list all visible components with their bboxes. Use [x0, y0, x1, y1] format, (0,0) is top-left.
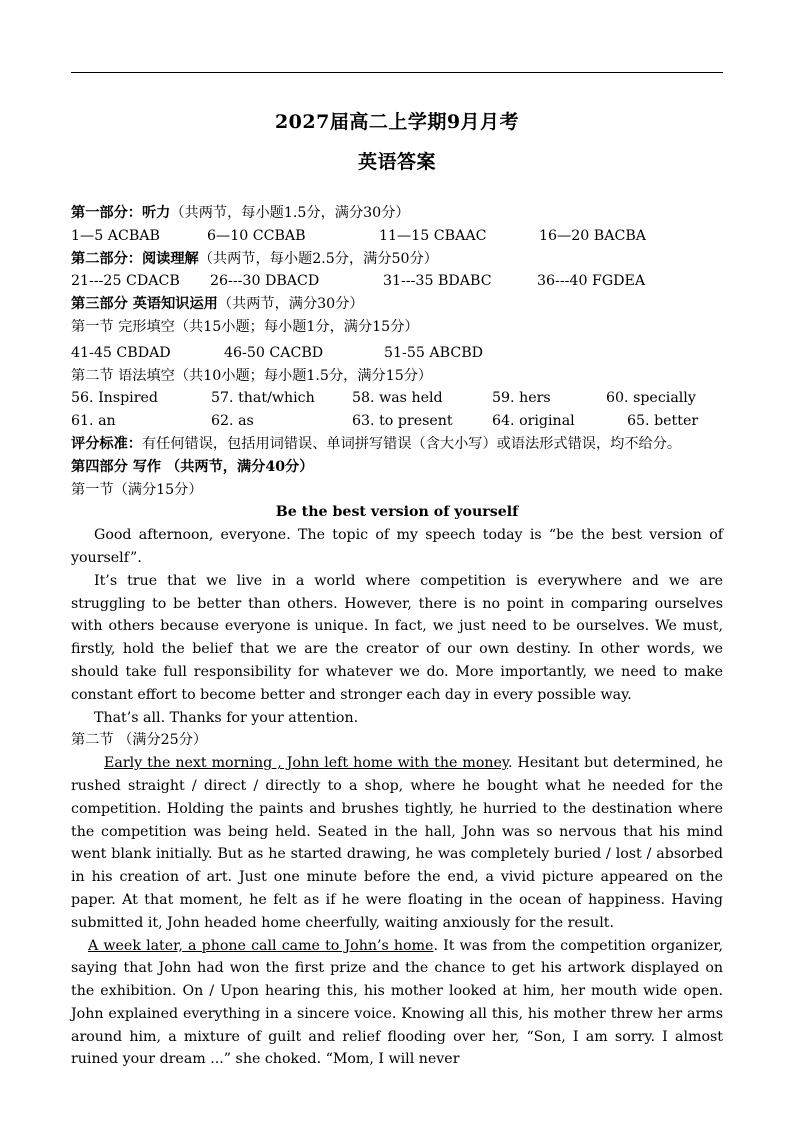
criteria-label: 评分标准：	[71, 435, 142, 452]
story-paragraph	[71, 935, 723, 1072]
grammar-answer: 64. original	[492, 413, 575, 430]
grammar-answer: 56. Inspired	[71, 390, 158, 407]
essay-paragraph: That’s all. Thanks for your attention.	[94, 709, 359, 726]
part2-heading: 第二部分：阅读理解	[71, 250, 199, 267]
part1-heading-line	[71, 202, 723, 225]
answer-group: 16—20 BACBA	[539, 227, 647, 244]
part3-section1-answers	[71, 342, 723, 365]
answer-group: 31---35 BDABC	[383, 273, 492, 290]
page-subtitle: 英语答案	[357, 151, 436, 173]
header-rule	[71, 72, 723, 73]
answer-key	[71, 202, 723, 1071]
grammar-answers-row-2	[71, 410, 723, 433]
part3-heading-line	[71, 293, 723, 316]
part2-note: （共两节，每小题2.5分，满分50分）	[198, 250, 438, 267]
part1-answers	[71, 225, 723, 248]
part3-section2-heading: 第二节 语法填空（共10小题；每小题1.5分，满分15分）	[71, 367, 433, 384]
part4-section2-heading: 第二节 （满分25分）	[71, 732, 208, 749]
scoring-criteria	[71, 433, 723, 456]
answer-group: 1—5 ACBAB	[71, 227, 160, 244]
criteria-text: 有任何错误，包括用词错误、单词拼写错误（含大小写）或语法形式错误，均不给分。	[141, 435, 682, 452]
grammar-answer: 59. hers	[492, 390, 551, 407]
essay-paragraph: Good afternoon, everyone. The topic of my speech today is “be the best version of yourself”.	[71, 527, 723, 566]
answer-group: 46-50 CACBD	[224, 344, 324, 361]
answer-group: 21---25 CDACB	[71, 273, 180, 290]
grammar-answer: 61. an	[71, 413, 116, 430]
grammar-answers-row-1	[71, 387, 723, 410]
part3-section1-heading: 第一节 完形填空（共15小题；每小题1分，满分15分）	[71, 318, 419, 335]
part2-answers	[71, 270, 723, 293]
essay-paragraph: It’s true that we live in a world where competition is everywhere and we are struggling to be better than others. However, there is no point in comparing ourselves with others because everyone is unique. In fact, we just need to be ourselves. We must, firstly, hold the belief that we are the creator of our own destiny. In other words, we should take full responsibility for whatever we do. More importantly, we need to make constant effort to become better and stronger each day in every possible way.	[71, 572, 723, 703]
part4-heading: 第四部分 写作 （共两节，满分40分）	[71, 458, 314, 475]
answer-group: 41-45 CBDAD	[71, 344, 171, 361]
grammar-answer: 63. to present	[352, 413, 453, 430]
grammar-answer: 58. was held	[352, 390, 443, 407]
story-given-opening: A week later, a phone call came to John’s home	[88, 937, 434, 954]
part1-note: （共两节，每小题1.5分，满分30分）	[170, 205, 410, 221]
grammar-answer: 65. better	[627, 413, 699, 430]
part2-heading-line	[71, 248, 723, 271]
part4-section1-heading: 第一节（满分15分）	[71, 481, 203, 498]
part3-note: （共两节，满分30分）	[217, 296, 364, 313]
story-text: . Hesitant but determined, he rushed straight / direct / directly to a shop, where he bought what he needed for the competition. Holding the paints and brushes tightly, he hurried to the destination where the competition was being held. Seated in the hall, John was so nervous that his mind went blank initially. But as he started drawing, he was completely buried / lost / absorbed in his creation of art. Just one minute before the end, a vivid picture appeared on the paper. At that moment, he felt as if he were floating in the ocean of happiness. Having submitted it, John headed home cheerfully, waiting anxiously for the result.	[71, 755, 724, 931]
grammar-answer: 62. as	[211, 413, 254, 430]
answer-group: 26---30 DBACD	[210, 273, 320, 290]
part3-heading: 第三部分 英语知识运用	[71, 296, 218, 313]
story-text: . It was from the competition organizer, saying that John had won the first prize and the chance to get his artwork displayed on the exhibition. On / Upon hearing this, his mother looked at him, her mouth wide open. John explained everything in a sincere voice. Knowing all this, his mother threw her arms around him, a mixture of guilt and relief flooding over her, “Son, I am sorry. I almost ruined your dream ...” she choked. “Mom, I will never	[71, 937, 723, 1068]
part1-heading: 第一部分：听力	[71, 205, 171, 221]
story-given-opening: Early the next morning , John left home with the money	[104, 755, 509, 772]
answer-group: 51-55 ABCBD	[384, 344, 484, 361]
answer-group: 11—15 CBAAC	[379, 227, 487, 244]
story-paragraph	[71, 752, 723, 934]
grammar-answer: 57. that/which	[211, 390, 315, 407]
answer-group: 6—10 CCBAB	[207, 227, 306, 244]
answer-group: 36---40 FGDEA	[537, 273, 646, 290]
page-title: 2027届高二上学期9月月考	[274, 111, 520, 133]
essay-title: Be the best version of yourself	[275, 504, 519, 521]
grammar-answer: 60. specially	[606, 390, 696, 407]
